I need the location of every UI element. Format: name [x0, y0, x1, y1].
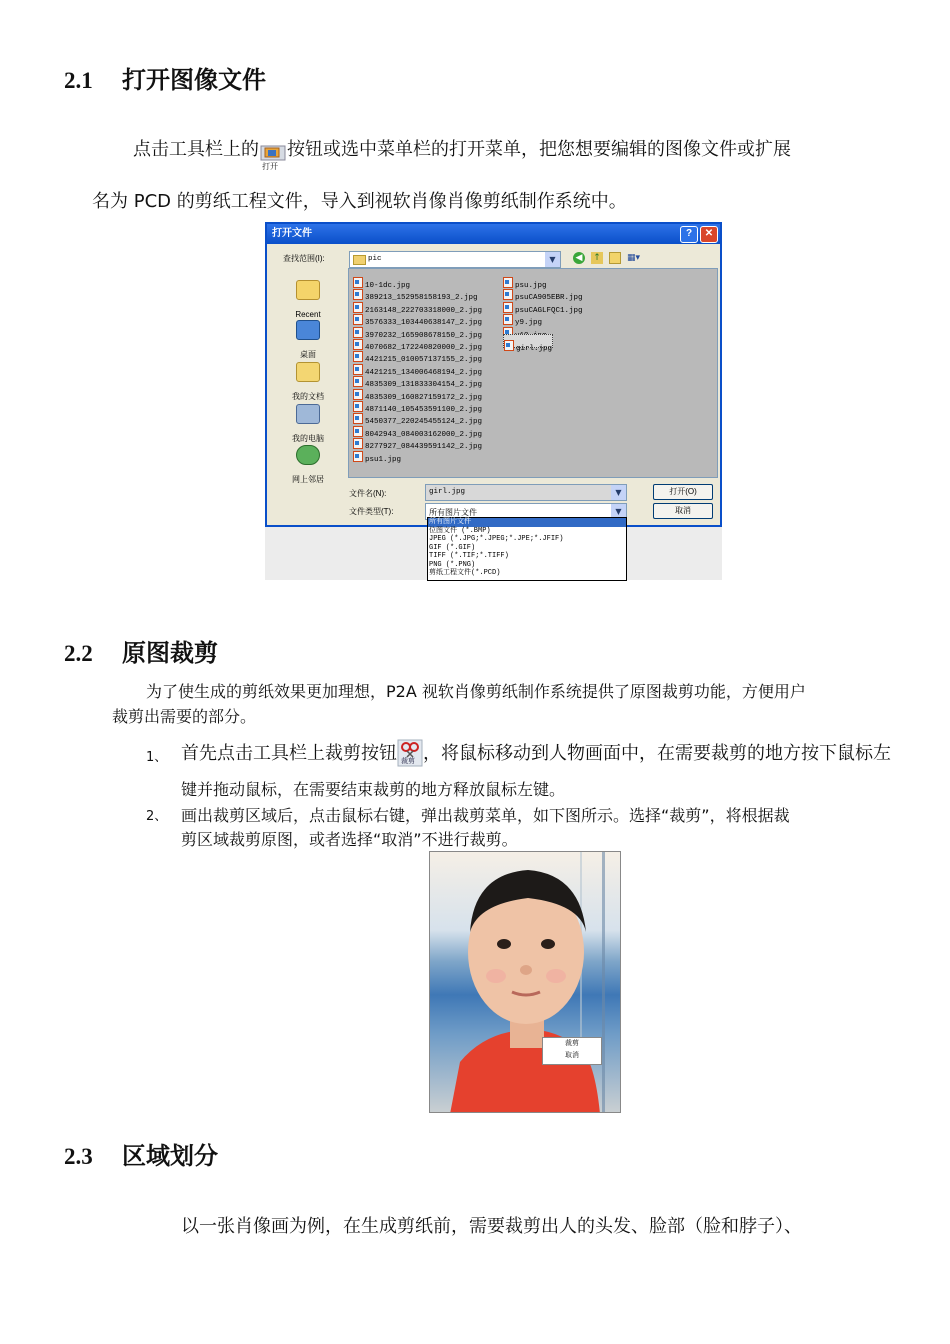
- context-menu-cancel[interactable]: 取消: [565, 1052, 579, 1059]
- file-name: 10-1dc.jpg: [365, 282, 411, 290]
- paragraph-region-line1: 以一张肖像画为例，在生成剪纸前，需要裁剪出人的头发、脸部（脸和脖子）、: [181, 1216, 802, 1237]
- look-in-value: pic: [368, 255, 382, 263]
- list-item-selected[interactable]: [503, 334, 553, 353]
- place-label: Recent: [295, 310, 321, 319]
- list-item[interactable]: [353, 421, 483, 439]
- place-label: 我的文档: [292, 392, 324, 401]
- look-in-label: 查找范围(I):: [283, 254, 325, 263]
- file-name: 4871140_105453591100_2.jpg: [365, 406, 483, 414]
- look-in-select[interactable]: [349, 251, 561, 268]
- place-label: 我的电脑: [292, 434, 324, 443]
- section-heading-2-2: [64, 633, 218, 668]
- filename-input[interactable]: [425, 484, 627, 501]
- jpg-file-icon: [504, 340, 514, 351]
- dropdown-option[interactable]: 所有图片文件: [428, 518, 626, 527]
- text-segment: 按钮或选中菜单栏的打开菜单，把您想要编辑的图像文件或扩展: [287, 139, 791, 160]
- list-item[interactable]: [503, 284, 583, 303]
- list-item[interactable]: [353, 346, 483, 365]
- documents-icon: [296, 362, 320, 382]
- list-item-2-cont: 剪区域裁剪原图，或者选择“取消”不进行裁剪。: [181, 830, 518, 849]
- open-toolbar-icon: [259, 144, 287, 174]
- folder-icon: [353, 255, 366, 265]
- text-segment: 首先点击工具栏上裁剪按钮: [181, 743, 397, 764]
- chevron-down-icon[interactable]: ▼: [611, 504, 626, 519]
- dropdown-option[interactable]: 位图文件 (*.BMP): [429, 526, 491, 535]
- section-number: 2.2: [64, 641, 93, 666]
- chevron-down-icon[interactable]: ▼: [545, 252, 560, 267]
- list-item[interactable]: [353, 272, 411, 290]
- text-segment: ，将鼠标移动到人物画面中，在需要裁剪的地方按下鼠标左: [423, 743, 891, 764]
- jpg-file-icon: [353, 451, 363, 462]
- list-item[interactable]: [503, 309, 543, 328]
- list-number: 2、: [146, 809, 168, 824]
- list-item[interactable]: [353, 368, 483, 390]
- list-item-1-cont: 键并拖动鼠标，在需要结束裁剪的地方释放鼠标左键。: [181, 780, 566, 799]
- paragraph-crop-line2: 裁剪出需要的部分。: [112, 707, 257, 726]
- file-name: 3576333_103440638147_2.jpg: [365, 319, 483, 328]
- list-item[interactable]: [353, 446, 402, 464]
- recent-icon: [296, 280, 320, 300]
- file-name: 4835309_160827159172_2.jpg: [365, 393, 483, 402]
- network-icon: [296, 445, 320, 465]
- file-name: 389213_152958158193_2.jpg: [365, 294, 478, 303]
- section-title: 区域划分: [122, 1142, 218, 1170]
- section-number: 2.3: [64, 1144, 93, 1169]
- file-name: 8277927_084439591142_2.jpg: [365, 443, 483, 452]
- file-name: 3970232_165908678150_2.jpg: [365, 331, 483, 340]
- computer-icon: [296, 404, 320, 424]
- paragraph-crop-line1: 为了使生成的剪纸效果更加理想，P2A 视软肖像剪纸制作系统提供了原图裁剪功能，方便用户: [146, 682, 806, 701]
- filetype-value: 所有图片文件: [429, 508, 477, 517]
- dialog-title-bar: [267, 224, 720, 244]
- file-name: 2163148_222703318000_2.jpg: [365, 306, 483, 315]
- section-title: 打开图像文件: [122, 66, 266, 94]
- cancel-button[interactable]: 取消: [653, 503, 713, 519]
- list-number: 1、: [146, 750, 168, 765]
- dropdown-option[interactable]: GIF (*.GIF): [429, 543, 476, 552]
- portrait-photo[interactable]: [429, 851, 621, 1113]
- portrait-illustration: [430, 852, 621, 1113]
- file-name: 4421215_134006468194_2.jpg: [365, 368, 483, 377]
- places-computer[interactable]: [277, 404, 339, 445]
- list-item[interactable]: [353, 384, 483, 402]
- desktop-icon: [296, 320, 320, 340]
- open-button[interactable]: 打开(O): [653, 484, 713, 500]
- open-file-dialog: [265, 222, 722, 527]
- help-icon[interactable]: ?: [680, 226, 698, 243]
- file-name: 4835309_131833304154_2.jpg: [365, 381, 483, 390]
- filetype-dropdown-list[interactable]: [427, 517, 627, 581]
- dropdown-option[interactable]: 剪纸工程文件(*.PCD): [429, 569, 501, 577]
- file-name: 5450377_220245455124_2.jpg: [365, 418, 483, 427]
- list-item[interactable]: [353, 297, 483, 315]
- dialog-title: 打开文件: [272, 228, 312, 239]
- file-name: psuCA905EBR.jpg: [515, 294, 583, 303]
- dropdown-option[interactable]: TIFF (*.TIF;*.TIFF): [429, 552, 509, 560]
- file-list[interactable]: [348, 268, 718, 478]
- list-item[interactable]: [353, 393, 483, 414]
- crop-context-menu: [542, 1037, 602, 1065]
- list-item[interactable]: [353, 284, 478, 303]
- view-menu-icon[interactable]: ▦▾: [627, 253, 641, 263]
- filetype-label: 文件类型(T):: [349, 507, 394, 516]
- text-segment: 点击工具栏上的: [133, 139, 259, 160]
- places-documents[interactable]: [277, 362, 339, 403]
- file-name: psu1.jpg: [365, 455, 402, 464]
- context-menu-crop[interactable]: 裁剪: [565, 1040, 579, 1047]
- up-folder-icon[interactable]: ↑: [591, 252, 603, 264]
- file-name: psuCAGLFQC1.jpg: [515, 306, 583, 315]
- new-folder-icon[interactable]: [609, 252, 621, 264]
- filename-label: 文件名(N):: [349, 489, 387, 498]
- back-icon[interactable]: ◀: [573, 252, 585, 264]
- list-item-2: 画出裁剪区域后，点击鼠标右键，弹出裁剪菜单，如下图所示。选择“裁剪”，将根据裁: [181, 806, 790, 825]
- chevron-down-icon[interactable]: ▼: [611, 485, 626, 500]
- paragraph-open-line1: [133, 126, 791, 171]
- section-number: 2.1: [64, 68, 93, 93]
- list-item-1: [181, 734, 891, 770]
- places-recent[interactable]: [277, 280, 339, 321]
- section-heading-2-1: [64, 60, 266, 95]
- list-item[interactable]: [503, 322, 547, 334]
- dropdown-option[interactable]: JPEG (*.JPG;*.JPEG;*.JPE;*.JFIF): [429, 535, 564, 543]
- places-network[interactable]: [277, 445, 339, 486]
- list-item[interactable]: [353, 331, 483, 352]
- list-item[interactable]: [353, 306, 483, 328]
- close-icon[interactable]: ✕: [700, 226, 718, 243]
- crop-toolbar-icon: [397, 739, 423, 769]
- file-name: psu.jpg: [515, 282, 547, 290]
- file-name: 4070682_172240820000_2.jpg: [365, 344, 483, 352]
- place-label: 网上邻居: [292, 475, 324, 484]
- places-desktop[interactable]: [277, 320, 339, 361]
- crop-icon-label: 裁剪: [401, 757, 415, 765]
- file-name: y9.jpg: [515, 319, 543, 328]
- list-item[interactable]: [503, 272, 547, 290]
- list-item[interactable]: [503, 297, 583, 315]
- section-title: 原图裁剪: [122, 639, 218, 667]
- list-item[interactable]: [353, 359, 483, 377]
- dropdown-option[interactable]: PNG (*.PNG): [429, 560, 476, 569]
- file-name: 8042943_084003162000_2.jpg: [365, 430, 483, 439]
- list-item[interactable]: [353, 430, 483, 452]
- section-heading-2-3: [64, 1136, 218, 1171]
- place-label: 桌面: [300, 350, 316, 359]
- list-item[interactable]: [353, 322, 483, 340]
- filename-value: girl.jpg: [429, 488, 466, 496]
- file-name: 4421215_010057137155_2.jpg: [365, 356, 483, 365]
- open-icon-label: 打开: [262, 162, 278, 171]
- paragraph-open-line2: 名为 PCD 的剪纸工程文件，导入到视软肖像肖像剪纸制作系统中。: [92, 191, 627, 212]
- file-name: girl.jpg: [516, 345, 553, 353]
- list-item[interactable]: [353, 408, 483, 427]
